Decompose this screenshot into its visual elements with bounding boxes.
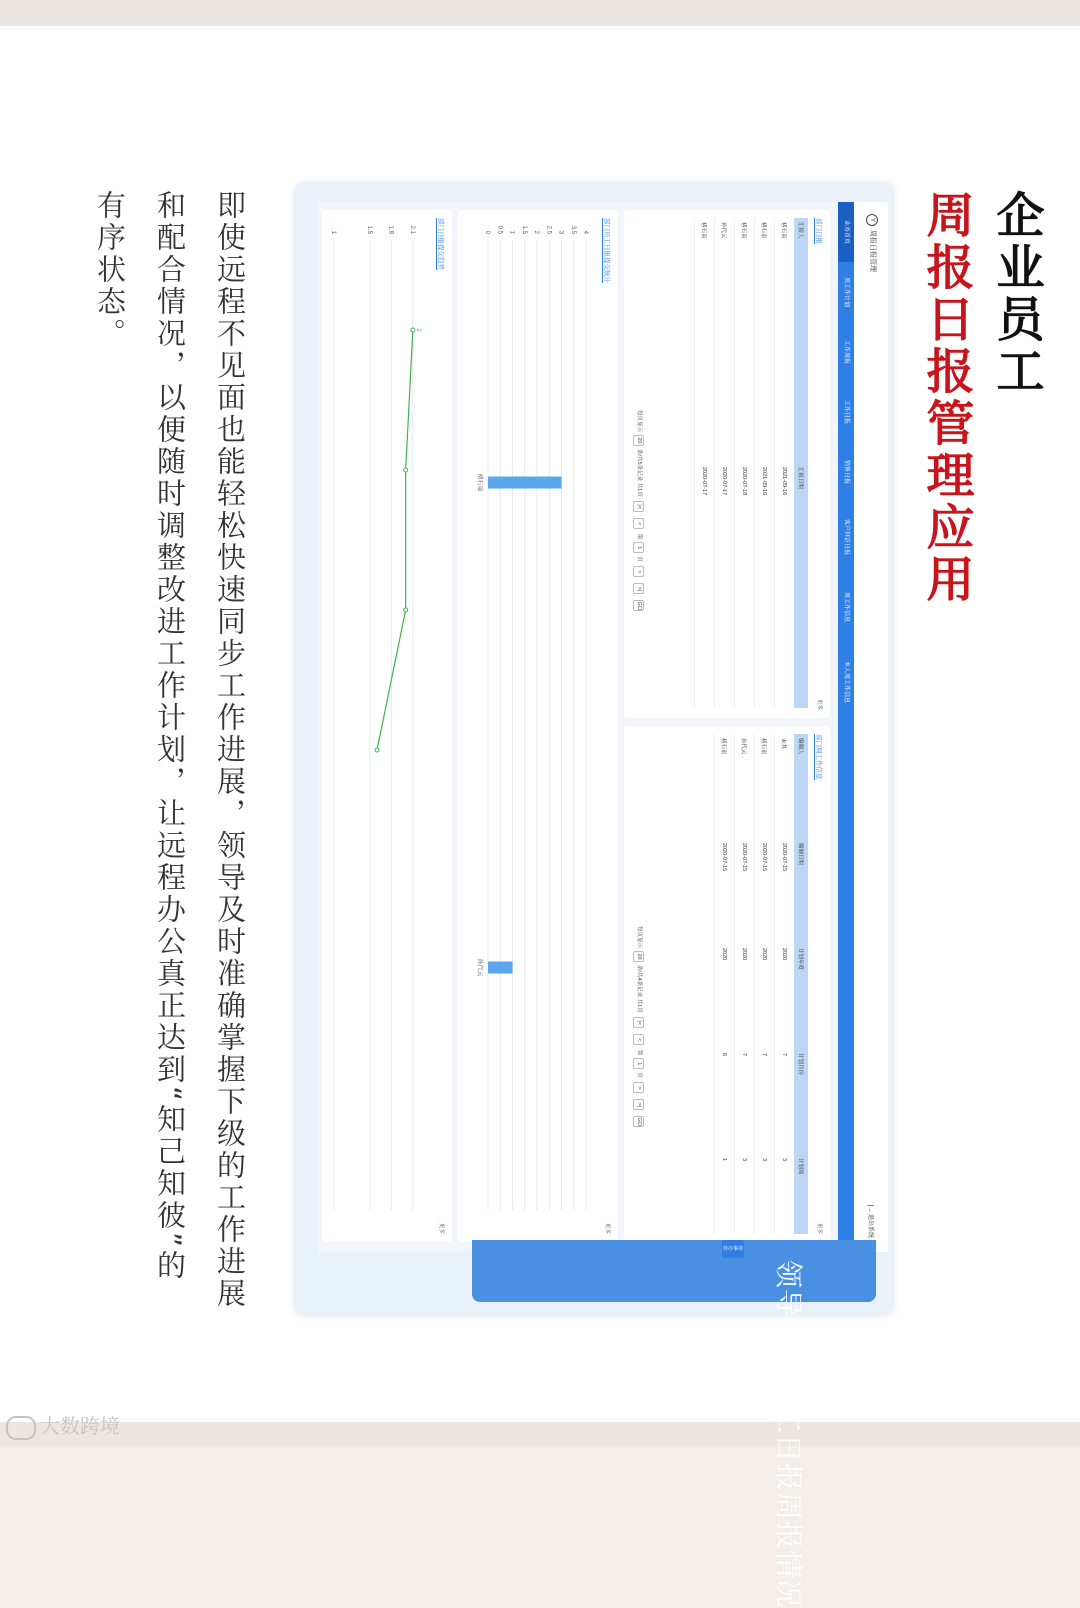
cell: 2020 <box>755 944 775 1049</box>
cell-name: 褚石泉 <box>755 218 775 463</box>
first-page-icon[interactable]: |< <box>633 501 644 512</box>
cell: 2020-07-15 <box>775 839 795 944</box>
pager-suffix: 页 <box>636 556 642 562</box>
weekly-table <box>714 734 808 1234</box>
description-line-1: 即使远程不见面也能轻松快速同步工作进展，领导及时准确掌握下级的工作进展 <box>213 190 247 1310</box>
go-button[interactable]: GO <box>633 600 644 611</box>
weekly-more-link[interactable]: 更多 <box>816 1222 822 1234</box>
cell: 7 <box>755 1049 775 1154</box>
daily-pager <box>633 410 644 614</box>
last-page-icon[interactable]: >| <box>633 1099 644 1110</box>
data-point <box>404 468 408 472</box>
cell: 未其 <box>775 734 795 839</box>
bar-chart-card <box>458 210 618 1242</box>
next-page-icon[interactable]: > <box>633 1082 644 1093</box>
daily-title: 部门日报 <box>815 218 822 244</box>
pager-total: 共1页 <box>636 998 642 1013</box>
cell: 2020-07-15 <box>715 839 735 944</box>
table-row[interactable] <box>735 734 755 1234</box>
cell: 2020-07-15 <box>735 839 755 944</box>
next-page-icon[interactable]: > <box>633 566 644 577</box>
banner-text: 领导查看员工日报周报情况 <box>772 1260 805 1608</box>
pager-suffix: 页 <box>636 1072 642 1078</box>
table-row[interactable] <box>755 218 775 708</box>
y-tick-label: 3.5 <box>569 225 576 234</box>
x-tick-label: 孙代云 <box>476 958 482 977</box>
logo-text: 周报日报管理 <box>869 230 876 272</box>
cell-date: 2021-09-16 <box>775 463 795 708</box>
main-nav <box>838 202 854 1252</box>
cell-date: 2020-07-17 <box>695 463 715 708</box>
y-tick-label: 0.5 <box>496 225 503 234</box>
bar-chart-title: 部门员工日报提交统计 <box>603 218 610 283</box>
watermark-text: 大数跨境 <box>40 1414 120 1438</box>
logout-button[interactable] <box>867 1205 876 1238</box>
cell: 3 <box>775 1154 795 1234</box>
nav-sales-daily[interactable]: 销售日报 <box>843 459 849 484</box>
weekly-title: 部门周工作信息 <box>815 734 822 780</box>
daily-table <box>694 218 808 708</box>
pager-records: 条/共5条记录 <box>636 449 642 482</box>
series-line <box>377 330 413 750</box>
cell-date: 2020-07-17 <box>715 463 735 708</box>
table-header <box>794 734 808 1234</box>
cell: 2020 <box>775 944 795 1049</box>
y-tick-label: 1.5 <box>520 225 527 234</box>
cell-name: 孙代云 <box>715 218 735 463</box>
watermark-logo-icon <box>6 1416 36 1440</box>
line-chart-more-link[interactable]: 更多 <box>438 1222 444 1234</box>
nav-weekly-report[interactable]: 工作周报 <box>843 339 849 364</box>
y-tick-label: 2 <box>533 230 539 234</box>
poster-subtitle: 周报日报管理应用 <box>918 190 974 606</box>
cell: 孙代云 <box>735 734 755 839</box>
col-header: 计划年度 <box>794 944 808 1049</box>
table-row[interactable] <box>755 734 775 1234</box>
y-tick-label: 1.8 <box>387 225 394 234</box>
data-point <box>375 748 379 752</box>
nav-weekly-info[interactable]: 周工作信息 <box>843 591 849 622</box>
y-tick-label: 3 <box>557 230 564 234</box>
first-page-icon[interactable]: |< <box>633 1017 644 1028</box>
data-point <box>404 608 408 612</box>
app-screenshot <box>318 202 888 1252</box>
line-chart <box>322 210 434 1242</box>
last-page-icon[interactable]: >| <box>633 583 644 594</box>
table-row[interactable] <box>695 218 715 708</box>
col-header: 汇报日期 <box>794 463 808 708</box>
page-input[interactable]: 1 <box>633 1058 644 1069</box>
cell: 7 <box>775 1049 795 1154</box>
poster-title: 企业员工 <box>988 190 1044 398</box>
table-row[interactable] <box>715 218 735 708</box>
go-button[interactable]: GO <box>633 1116 644 1127</box>
bottom-band <box>0 1422 1080 1446</box>
nav-visit-daily[interactable]: 客户拜访日报 <box>843 518 849 555</box>
logo-icon: Y <box>866 214 878 226</box>
prev-page-icon[interactable]: < <box>633 1034 644 1045</box>
cell: 3 <box>735 1154 755 1234</box>
col-header: 编制日期 <box>794 839 808 944</box>
bar <box>488 962 513 974</box>
data-label: 2 <box>414 328 421 332</box>
cell: 2020 <box>715 944 735 1049</box>
cell-name: 褚石泉 <box>695 218 715 463</box>
cell: 2020 <box>735 944 755 1049</box>
app-header <box>854 202 888 1252</box>
per-page-select[interactable]: 20 <box>633 951 644 962</box>
description-line-3: 有序状态。 <box>93 190 127 350</box>
cell: 褚石泉 <box>715 734 735 839</box>
logout-icon: [→ <box>867 1204 873 1214</box>
cell: 1 <box>715 1154 735 1234</box>
app-logo <box>866 214 878 272</box>
nav-home[interactable]: 业务首页 <box>838 202 854 262</box>
watermark <box>6 1410 120 1440</box>
pager-label: 每页显示 <box>636 926 642 949</box>
cell: 7 <box>735 1049 755 1154</box>
bar-chart <box>460 210 600 1242</box>
cell: 褚石泉 <box>755 734 775 839</box>
col-header: 计划月份 <box>794 1049 808 1154</box>
pager-records: 条/共4条记录 <box>636 965 642 998</box>
weekly-pager <box>633 926 644 1130</box>
table-row[interactable] <box>775 734 795 1234</box>
pager-prefix: 第 <box>636 1049 642 1056</box>
cell: 6 <box>715 1049 735 1154</box>
nav-my-weekly-info[interactable]: 本人周工作信息 <box>843 660 849 703</box>
cell-date: 2020-07-18 <box>735 463 755 708</box>
y-tick-label: 0 <box>484 230 490 234</box>
weekly-card <box>624 726 830 1242</box>
table-header <box>794 218 808 708</box>
cell-date: 2021-09-16 <box>755 463 775 708</box>
y-tick-label: 4 <box>582 230 588 234</box>
cell: 3 <box>755 1154 775 1234</box>
daily-more-link[interactable]: 更多 <box>816 698 822 710</box>
table-row[interactable] <box>735 218 755 708</box>
line-chart-card <box>322 210 452 1242</box>
description-line-2: 和配合情况，以便随时调整改进工作计划，让远程办公真正达到“知己知彼”的 <box>153 190 187 1283</box>
y-tick-label: 1 <box>330 230 336 234</box>
cell-name: 褚石泉 <box>735 218 755 463</box>
table-row[interactable] <box>715 734 735 1234</box>
page-input[interactable]: 1 <box>633 542 644 553</box>
table-row[interactable] <box>775 218 795 708</box>
banner <box>472 1240 876 1302</box>
per-page-select[interactable]: 20 <box>633 435 644 446</box>
bar-chart-more-link[interactable]: 更多 <box>604 1222 610 1234</box>
pager-prefix: 第 <box>636 533 642 540</box>
cell-name: 褚石泉 <box>775 218 795 463</box>
top-band <box>0 0 1080 26</box>
nav-weekly-plan[interactable]: 周工作计划 <box>843 276 849 307</box>
prev-page-icon[interactable]: < <box>633 518 644 529</box>
y-tick-label: 2.5 <box>545 225 552 234</box>
bar <box>488 477 562 489</box>
pager-total: 共1页 <box>636 482 642 497</box>
line-chart-title: 部门日报提交趋势 <box>437 218 444 270</box>
nav-daily-report[interactable]: 工作日报 <box>843 399 849 424</box>
pager-label: 每页显示 <box>636 410 642 433</box>
y-tick-label: 1 <box>508 230 515 234</box>
col-header: 汇报人 <box>794 218 808 463</box>
cell: 2020-07-15 <box>755 839 775 944</box>
logout-label: 退出系统 <box>867 1213 873 1238</box>
daily-card <box>624 210 830 718</box>
x-tick-label: 褚石泉 <box>476 473 482 492</box>
col-header: 编制人 <box>794 734 808 839</box>
todo-badge[interactable]: 待办事项 <box>722 1240 744 1258</box>
y-tick-label: 2.1 <box>408 225 415 234</box>
col-header: 计划周 <box>794 1154 808 1234</box>
y-tick-label: 1.5 <box>365 225 372 234</box>
